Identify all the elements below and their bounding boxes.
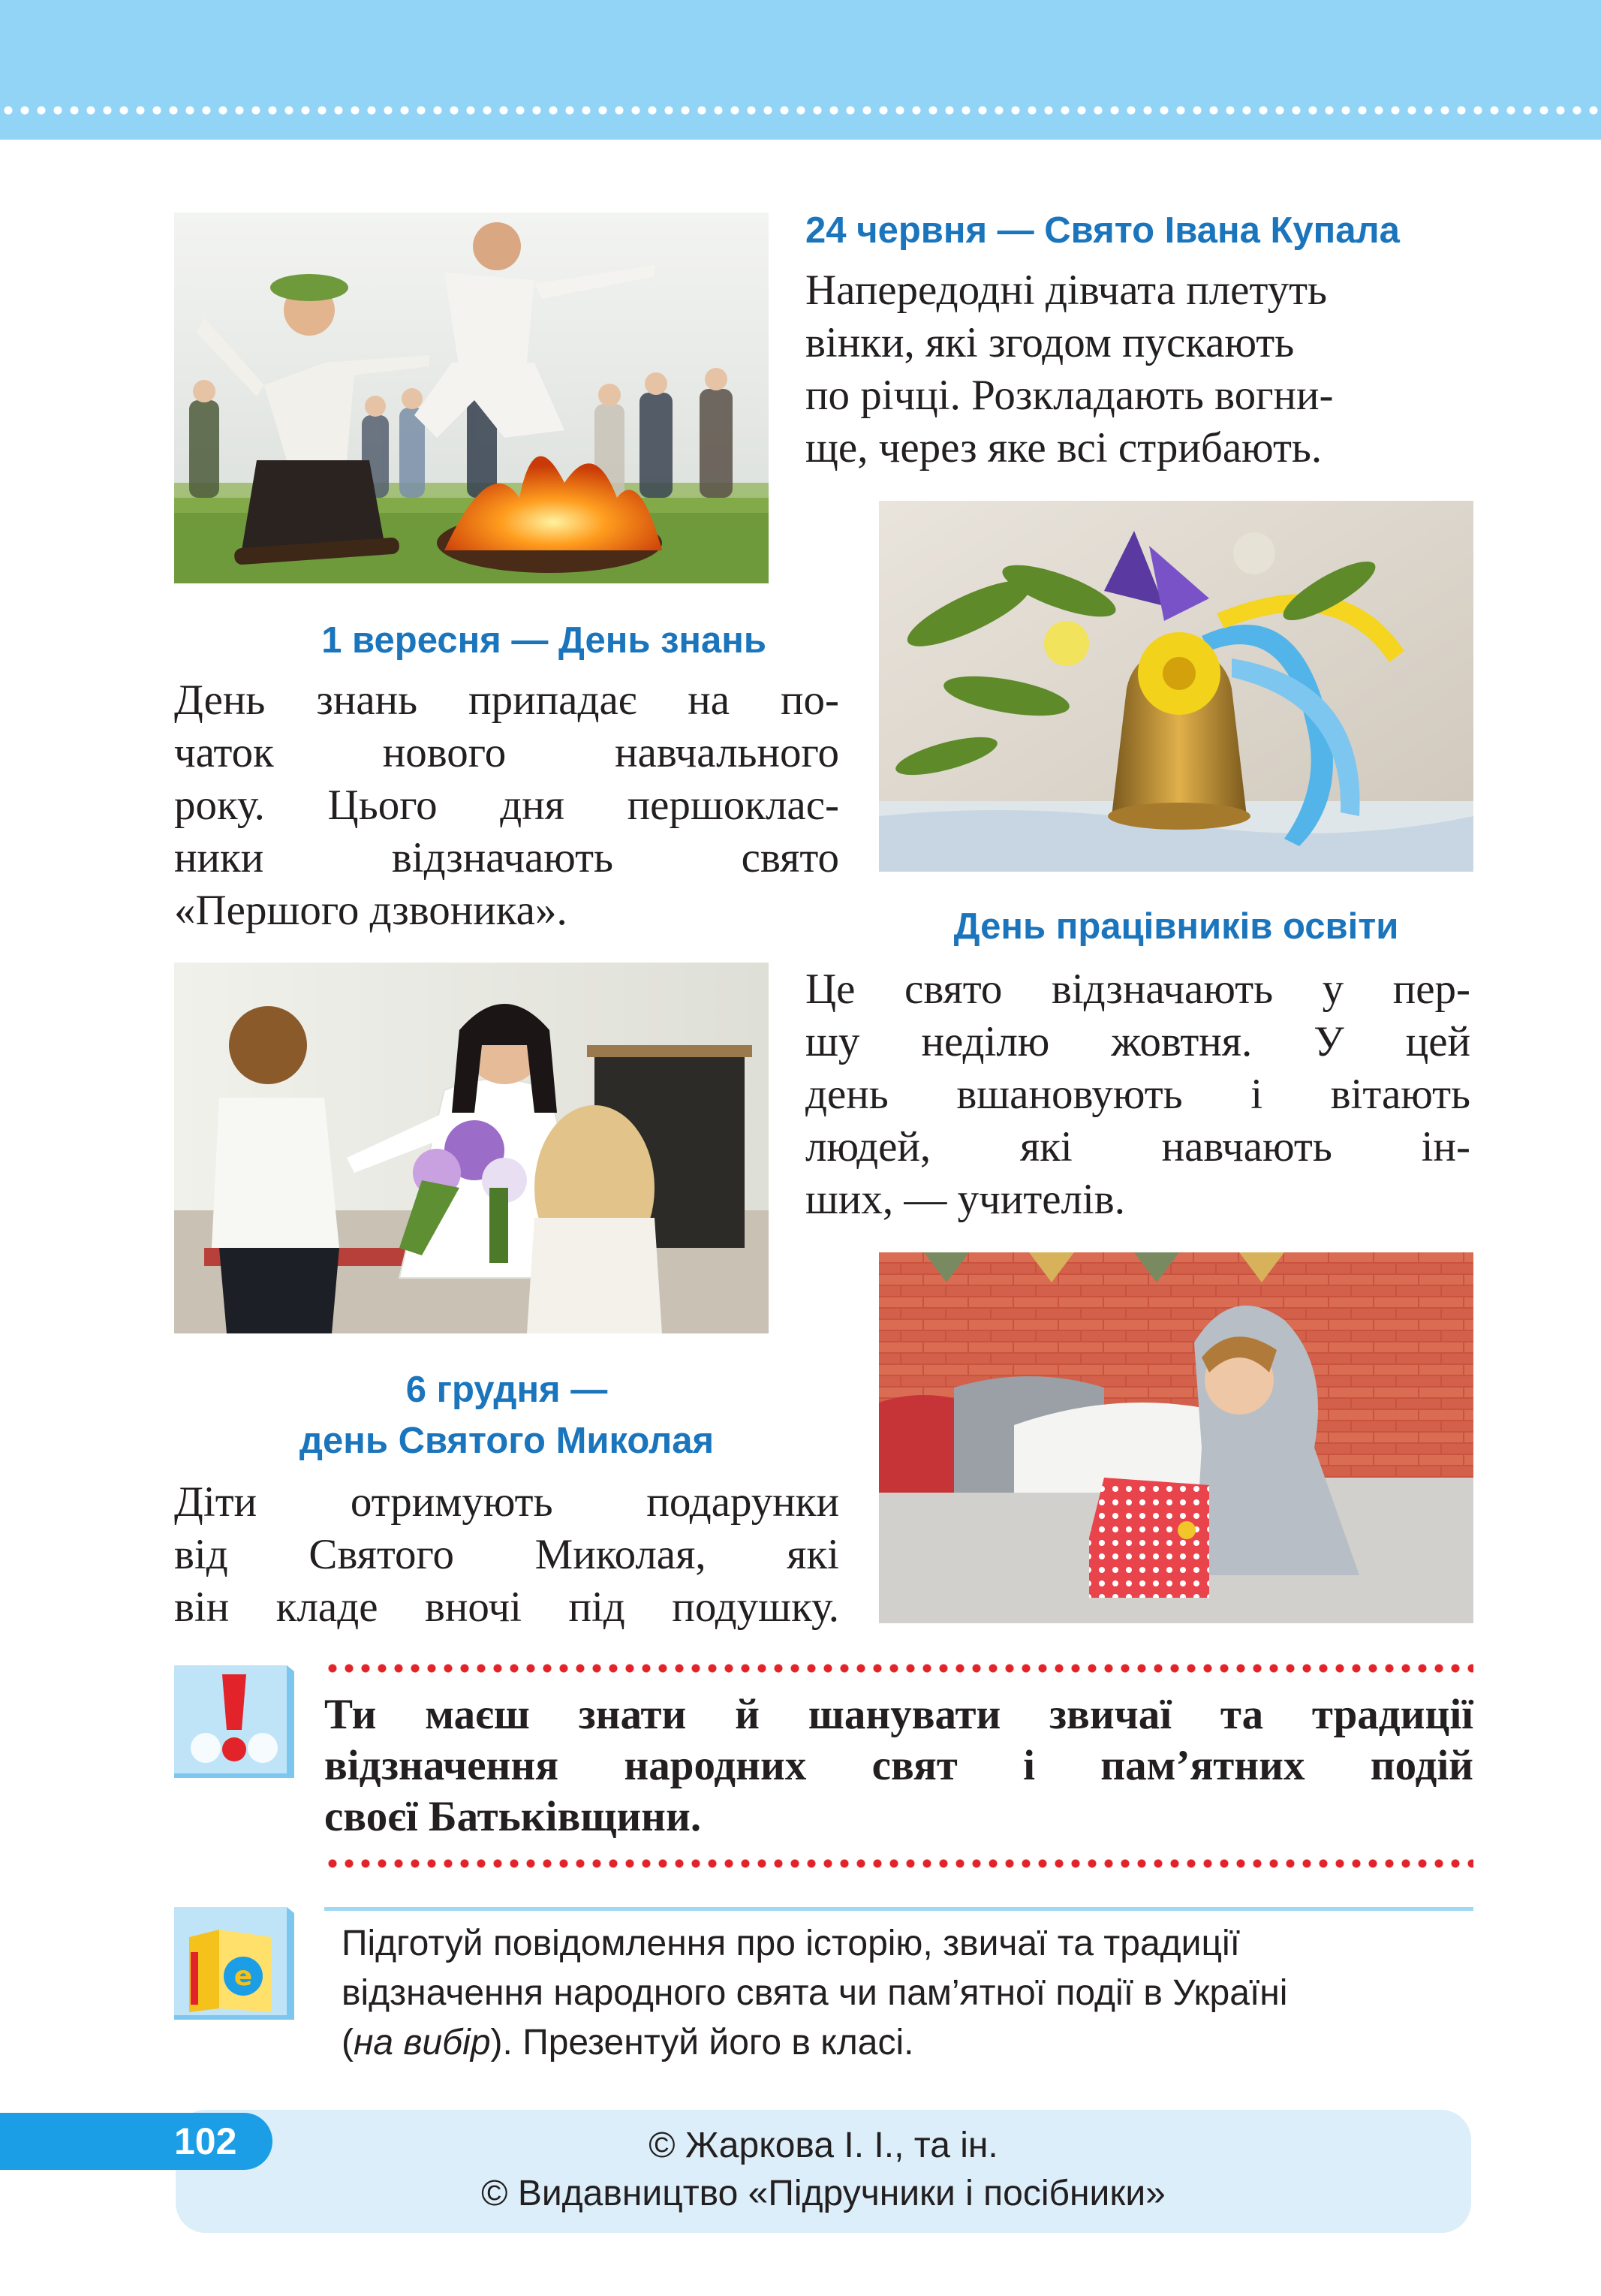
photo-bell-with-flowers	[879, 501, 1473, 872]
notice-dotted-line-bottom	[324, 1858, 1473, 1869]
task-line-1: Підготуй повідомлення про історію, звичаї та традиції	[342, 1924, 1240, 1963]
text-kupala-line-3: по річці. Розкладають вогни-	[805, 372, 1334, 419]
task-line-3-open: (	[342, 2023, 354, 2062]
text-kupala-line-2: вінки, які згодом пускають	[805, 319, 1295, 366]
text-teachers-line-4: людей, які навчають ін-	[805, 1123, 1470, 1171]
photo-children-greet-teacher	[174, 963, 769, 1333]
heading-teachers-day: День працівників освіти	[953, 906, 1399, 947]
text-knowledge-line-4: ники відзначають свято	[174, 834, 839, 881]
notice-line-2: відзначення народних свят і пам’ятних подій	[324, 1742, 1473, 1789]
task-top-line	[324, 1907, 1473, 1911]
text-nicholas-line-2: від Святого Миколая, які	[174, 1531, 839, 1578]
text-knowledge-line-5: «Першого дзвоника».	[174, 887, 567, 934]
notice-line-1: Ти маєш знати й шанувати звичаї та традиції	[324, 1691, 1473, 1738]
task-line-2: відзначення народного свята чи пам’ятної події в Україні	[342, 1973, 1288, 2013]
photo-girl-with-gift	[879, 1252, 1473, 1623]
top-dotted-line	[0, 105, 1601, 116]
task-line-3-rest: ). Презентуй його в класі.	[490, 2023, 914, 2062]
text-nicholas-line-3: він кладе вночі під подушку.	[174, 1583, 839, 1631]
footer-copyright-authors: © Жаркова І. І., та ін.	[649, 2126, 998, 2165]
task-line-3	[342, 2018, 1473, 2068]
notice-dotted-line-top	[324, 1663, 1473, 1674]
text-teachers-line-1: Це свято відзначають у пер-	[805, 966, 1470, 1013]
text-knowledge-line-1: День знань припадає на по-	[174, 676, 839, 724]
footer-copyright-publisher: © Видавництво «Підручники і посібники»	[481, 2174, 1166, 2213]
text-knowledge-line-3: року. Цього дня першоклас-	[174, 782, 839, 829]
book-task-icon	[174, 1907, 294, 2020]
text-teachers-line-2: шу неділю жовтня. У цей	[805, 1018, 1470, 1065]
svg-text:e: e	[233, 1961, 253, 1992]
text-kupala-line-4: ще, через яке всі стрибають.	[805, 424, 1323, 472]
photo-kupala-fire-jump	[174, 212, 769, 583]
page-number: 102	[174, 2120, 237, 2162]
exclamation-icon	[174, 1665, 294, 1778]
text-teachers-line-3: день вшановують і вітають	[805, 1071, 1470, 1118]
heading-kupala: 24 червня — Свято Івана Купала	[805, 210, 1400, 251]
text-knowledge-line-2: чаток нового навчального	[174, 729, 839, 776]
heading-knowledge-day: 1 вересня — День знань	[321, 620, 766, 661]
heading-nicholas-day-line-1: 6 грудня —	[405, 1369, 608, 1410]
text-teachers-line-5: ших, — учителів.	[805, 1176, 1125, 1223]
task-line-3-italic: на вибір	[353, 2023, 491, 2062]
text-nicholas-line-1: Діти отримують подарунки	[174, 1478, 839, 1526]
notice-line-3: своєї Батьківщини.	[324, 1793, 702, 1840]
top-banner	[0, 0, 1601, 140]
heading-nicholas-day-line-2: день Святого Миколая	[299, 1421, 715, 1461]
text-kupala-line-1: Напередодні дівчата плетуть	[805, 267, 1328, 314]
